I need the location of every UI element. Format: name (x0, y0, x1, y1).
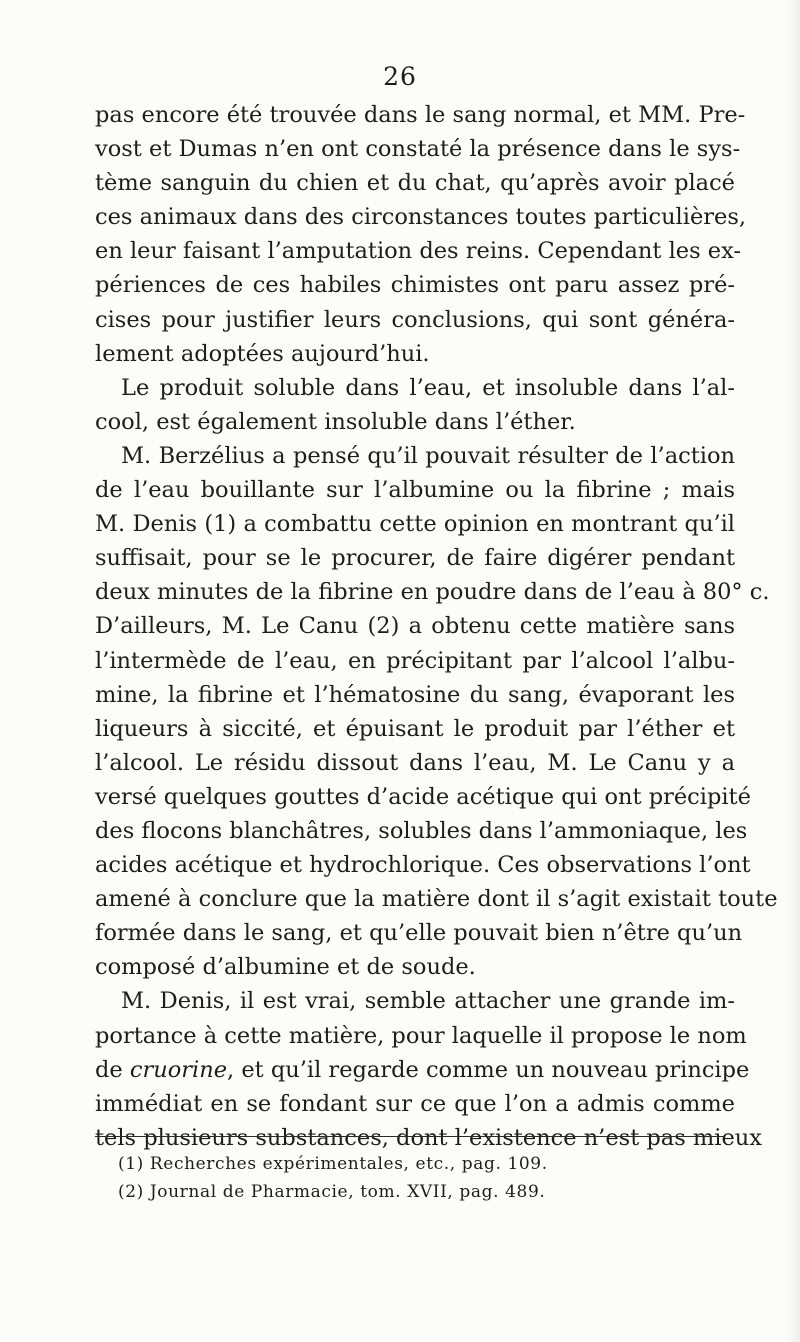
text-line: deux minutes de la fibrine en poudre dans de l’eau à 80° c. (95, 579, 770, 606)
text-line: de l’eau bouillante sur l’albumine ou la fibrine ; mais (95, 477, 735, 504)
text-line: versé quelques gouttes d’acide acétique qui ont précipité (95, 783, 751, 810)
footnotes (118, 1150, 678, 1206)
body-text (95, 98, 778, 1155)
italic-term-cruorine: cruorine (129, 1056, 228, 1083)
text-line: acides acétique et hydrochlorique. Ces observations l’ont (95, 852, 751, 879)
text-line: l’intermède de l’eau, en précipitant par l’alcool l’albu- (95, 647, 735, 674)
text-line: cool, est également insoluble dans l’éther. (95, 408, 576, 435)
text-line: suffisait, pour se le procurer, de faire digérer pendant (95, 545, 735, 572)
footnote-1: (1) Recherches expérimentales, etc., pag. 109. (118, 1154, 548, 1174)
text-line: composé d’albumine et de soude. (95, 954, 476, 981)
text-line: M. Denis (1) a combattu cette opinion en montrant qu’il (95, 511, 735, 538)
footnote-2: (2) Journal de Pharmacie, tom. XVII, pag. 489. (118, 1182, 546, 1202)
text-line: ces animaux dans des circonstances toutes particulières, (95, 204, 747, 231)
text-line: M. Berzélius a pensé qu’il pouvait résulter de l’action (121, 442, 735, 469)
text-line: liqueurs à siccité, et épuisant le produit par l’éther et (95, 715, 735, 742)
page-edge-shadow (786, 0, 800, 1342)
text-line: l’alcool. Le résidu dissout dans l’eau, M. Le Canu y a (95, 749, 735, 776)
text-line: cises pour justifier leurs conclusions, qui sont généra- (95, 306, 735, 333)
text-line: tème sanguin du chien et du chat, qu’après avoir placé (95, 170, 735, 197)
footnote-divider (95, 1136, 723, 1137)
text-line: Le produit soluble dans l’eau, et insoluble dans l’al- (121, 374, 735, 401)
text-line: en leur faisant l’amputation des reins. Cependant les ex- (95, 238, 742, 265)
text-line: pas encore été trouvée dans le sang normal, et MM. Pre- (95, 102, 746, 128)
text-line: M. Denis, il est vrai, semble attacher une grande im- (121, 988, 735, 1015)
text-line: formée dans le sang, et qu’elle pouvait bien n’être qu’un (95, 920, 743, 947)
text-line: portance à cette matière, pour laquelle il propose le nom (95, 1022, 747, 1049)
text-line: des flocons blanchâtres, solubles dans l’ammoniaque, les (95, 817, 748, 844)
text-line: mine, la fibrine et l’hématosine du sang, évaporant les (95, 681, 735, 708)
text-line-end: , et qu’il regarde comme un nouveau principe (227, 1056, 750, 1083)
text-line: lement adoptées aujourd’hui. (95, 340, 430, 367)
page-number: 26 (383, 62, 417, 91)
text-line: périences de ces habiles chimistes ont paru assez pré- (95, 272, 735, 299)
text-line: amené à conclure que la matière dont il s’agit existait toute (95, 886, 778, 913)
text-line (95, 1053, 750, 1087)
text-line: vost et Dumas n’en ont constaté la présence dans le sys- (95, 136, 741, 163)
text-line-start: de (95, 1056, 130, 1083)
text-line: tels plusieurs substances, dont l’existence n’est pas mieux (95, 1124, 762, 1151)
text-line: immédiat en se fondant sur ce que l’on a admis comme (95, 1090, 735, 1117)
text-line: D’ailleurs, M. Le Canu (2) a obtenu cette matière sans (95, 613, 735, 640)
